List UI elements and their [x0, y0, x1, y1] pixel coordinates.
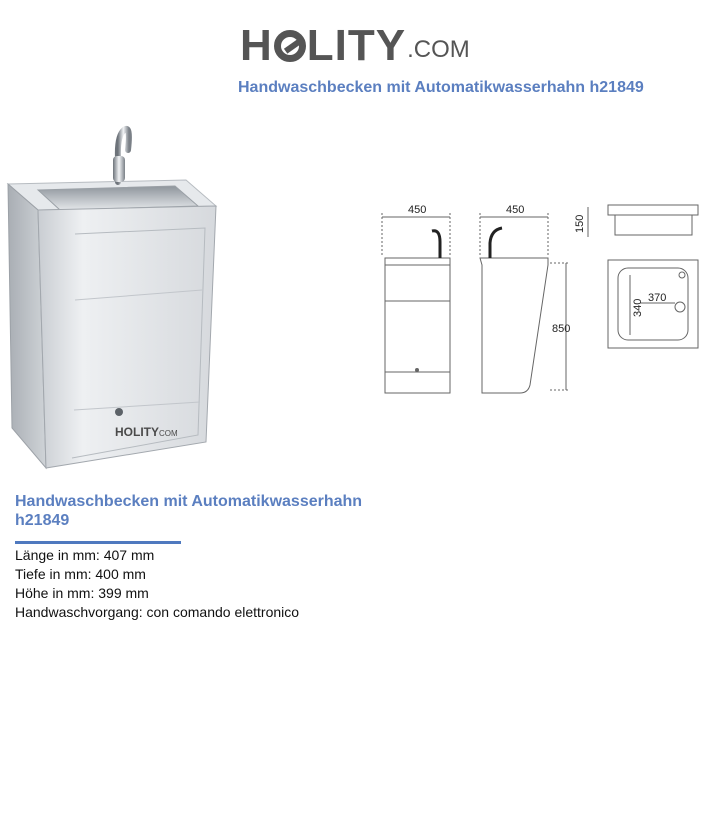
dim-basin-depth: 150 — [574, 214, 586, 233]
spec-wash-mode: Handwaschvorgang: con comando elettronico — [15, 604, 300, 620]
logo-domain: .COM — [407, 36, 470, 63]
page-title: Handwaschbecken mit Automatikwasserhahn h21849 — [238, 79, 644, 96]
logo-letters-lity: LITY — [306, 21, 407, 70]
product-heading-line1: Handwaschbecken mit Automatikwasserhahn — [15, 493, 363, 510]
logo-o-icon — [274, 30, 306, 62]
product-heading-line2: h21849 — [15, 512, 70, 529]
dim-front-width: 450 — [408, 204, 427, 216]
spec-length: Länge in mm: 407 mm — [15, 547, 155, 563]
dim-height: 850 — [552, 323, 571, 335]
dim-side-width: 450 — [506, 204, 525, 216]
logo-letter-h: H — [240, 21, 273, 70]
photo-watermark — [115, 425, 178, 439]
spec-depth: Tiefe in mm: 400 mm — [15, 566, 146, 582]
dim-basin-length: 340 — [632, 298, 644, 317]
logo-wordmark — [240, 21, 407, 70]
watermark-brand: HOLITY — [115, 425, 159, 439]
spec-height: Höhe in mm: 399 mm — [15, 585, 149, 601]
heading-divider — [15, 541, 181, 544]
watermark-domain: COM — [159, 429, 178, 438]
spec-list — [15, 546, 299, 622]
dim-basin-width: 370 — [648, 292, 667, 304]
holity-logo[interactable] — [240, 12, 470, 68]
technical-drawing — [370, 195, 710, 405]
product-heading — [15, 492, 385, 530]
